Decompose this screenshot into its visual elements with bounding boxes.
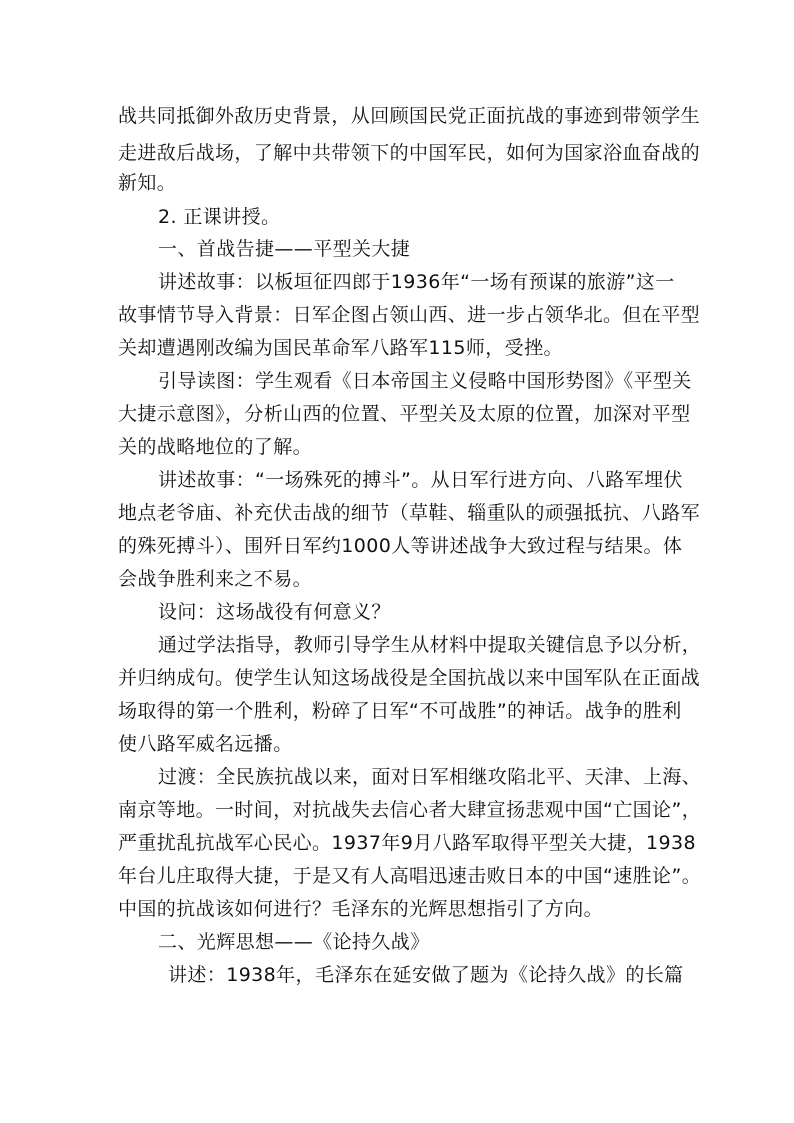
paragraph-line: 通过学法指导，教师引导学生从材料中提取关键信息予以分析， <box>158 634 702 656</box>
paragraph-line: 故事情节导入背景：日军企图占领山西、进一步占领华北。但在平型 <box>118 304 701 326</box>
paragraph-line: 关却遭遇刚改编为国民革命军八路军115师，受挫。 <box>118 337 563 359</box>
paragraph-line: 讲述故事：以板垣征四郎于1936年“一场有预谋的旅游”这一 <box>158 271 675 293</box>
paragraph-line: 过渡：全民族抗战以来，面对日军相继攻陷北平、天津、上海、 <box>158 766 702 788</box>
paragraph-line: 讲述故事：“一场殊死的搏斗”。从日军行进方向、八路军埋伏 <box>158 469 683 491</box>
paragraph-line: 大捷示意图》，分析山西的位置、平型关及太原的位置，加深对平型 <box>118 403 691 425</box>
section-heading: 一、首战告捷——平型关大捷 <box>158 238 411 260</box>
section-heading: 二、光辉思想——《论持久战》 <box>158 931 430 953</box>
paragraph-line: 引导读图：学生观看《日本帝国主义侵略中国形势图》《平型关 <box>158 370 692 392</box>
paragraph-line: 的殊死搏斗）、围歼日军约1000人等讲述战争大致过程与结果。体 <box>118 535 683 557</box>
paragraph-line: 战共同抵御外敌历史背景，从回顾国民党正面抗战的事迹到带领学生 <box>118 105 701 127</box>
paragraph-line: 使八路军威名远播。 <box>118 733 293 755</box>
paragraph-line: 讲述：1938年，毛泽东在延安做了题为《论持久战》的长篇 <box>168 964 684 986</box>
paragraph-line: 严重扰乱抗战军心民心。1937年9月八路军取得平型关大捷，1938 <box>118 832 696 854</box>
paragraph-line: 并归纳成句。使学生认知这场战役是全国抗战以来中国军队在正面战 <box>118 667 701 689</box>
paragraph-line: 南京等地。一时间，对抗战失去信心者大肆宣扬悲观中国“亡国论”， <box>118 799 702 821</box>
paragraph-line: 中国的抗战该如何进行？毛泽东的光辉思想指引了方向。 <box>118 898 604 920</box>
paragraph-line: 设问：这场战役有何意义？ <box>158 601 391 623</box>
paragraph-line: 关的战略地位的了解。 <box>118 436 313 458</box>
paragraph-line: 走进敌后战场，了解中共带领下的中国军民，如何为国家浴血奋战的 <box>118 142 701 164</box>
paragraph-line: 会战争胜利来之不易。 <box>118 568 313 590</box>
section-heading: 2. 正课讲授。 <box>158 206 281 228</box>
paragraph-line: 场取得的第一个胜利，粉碎了日军“不可战胜”的神话。战争的胜利 <box>118 700 682 722</box>
paragraph-line: 地点老爷庙、补充伏击战的细节（草鞋、辎重队的顽强抵抗、八路军 <box>118 502 701 524</box>
paragraph-line: 年台儿庄取得大捷，于是又有人高唱迅速击败日本的中国“速胜论”。 <box>118 865 702 887</box>
paragraph-line: 新知。 <box>118 172 177 194</box>
